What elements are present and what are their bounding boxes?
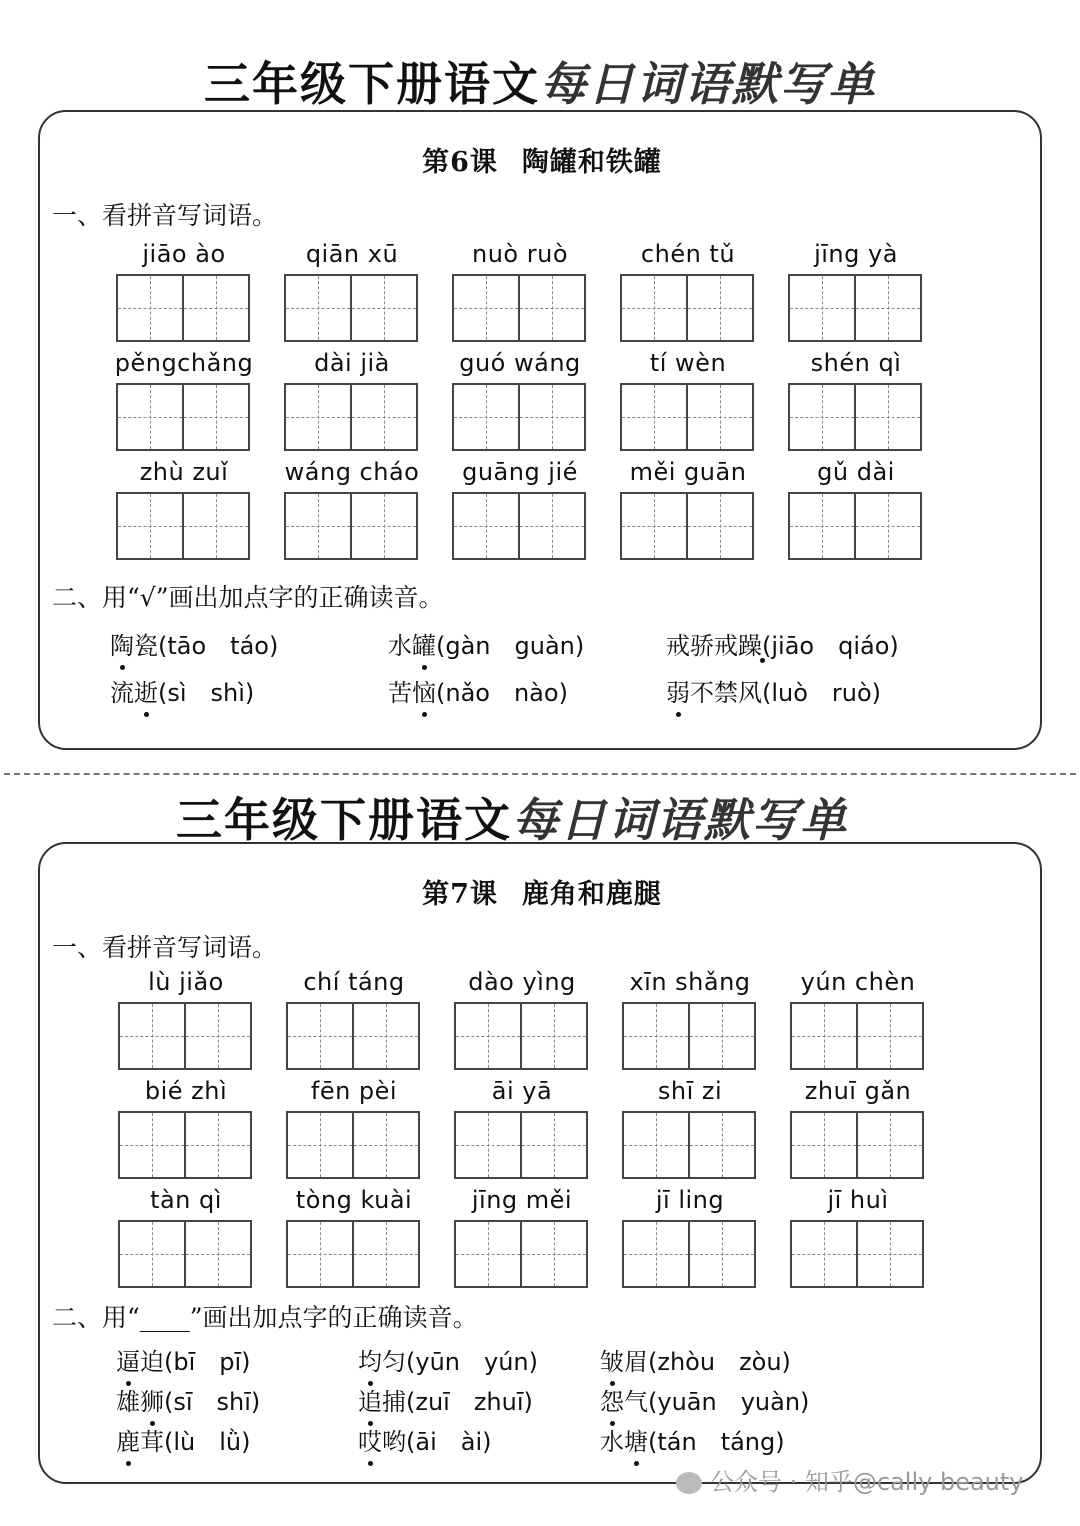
character-square[interactable] xyxy=(790,385,854,449)
word-part: 水 xyxy=(388,632,412,660)
word-part: 不禁风 xyxy=(690,679,762,707)
character-square[interactable] xyxy=(456,1004,520,1068)
word-part: 哟 xyxy=(382,1428,406,1456)
character-square[interactable] xyxy=(184,1004,250,1068)
pinyin-label: jiāo ào xyxy=(142,240,226,268)
reading-options[interactable]: (luò ruò) xyxy=(762,679,882,707)
character-square[interactable] xyxy=(454,276,518,340)
character-square[interactable] xyxy=(120,1222,184,1286)
character-square[interactable] xyxy=(118,385,182,449)
dotted-character: 罐 xyxy=(412,626,436,661)
tianzige-box[interactable] xyxy=(622,1220,756,1288)
tianzige-box[interactable] xyxy=(790,1220,924,1288)
pinyin-label: guāng jié xyxy=(462,458,578,486)
character-square[interactable] xyxy=(686,276,752,340)
pinyin-label: shén qì xyxy=(810,349,902,377)
character-square[interactable] xyxy=(856,1113,922,1177)
character-square[interactable] xyxy=(352,1004,418,1068)
pronunciation-item xyxy=(110,673,254,708)
pronunciation-item xyxy=(388,626,584,661)
dotted-character: 追 xyxy=(358,1382,382,1417)
character-square[interactable] xyxy=(622,385,686,449)
tianzige-box[interactable] xyxy=(790,1002,924,1070)
sheet-title-sub: 每日词语默写单 xyxy=(512,793,848,847)
pronunciation-item xyxy=(358,1342,538,1377)
pinyin-label: chí táng xyxy=(303,968,405,996)
tianzige-box[interactable] xyxy=(286,1220,420,1288)
pinyin-label: tí wèn xyxy=(649,349,727,377)
word-part: 眉 xyxy=(624,1348,648,1376)
lesson-number: 第7课 xyxy=(422,879,498,910)
word-part: 水 xyxy=(600,1428,624,1456)
pronunciation-item xyxy=(116,1382,260,1417)
worksheet-box xyxy=(38,110,1042,750)
pronunciation-item xyxy=(110,626,278,661)
cut-line xyxy=(4,773,1076,775)
tianzige-box[interactable] xyxy=(118,1111,252,1179)
character-square[interactable] xyxy=(792,1222,856,1286)
character-square[interactable] xyxy=(288,1113,352,1177)
word-part: 流 xyxy=(110,679,134,707)
tianzige-box[interactable] xyxy=(284,274,418,342)
pinyin-label: wáng cháo xyxy=(284,458,420,486)
character-square[interactable] xyxy=(288,1222,352,1286)
character-square[interactable] xyxy=(184,1113,250,1177)
character-square[interactable] xyxy=(624,1113,688,1177)
dotted-character: 逼 xyxy=(116,1342,140,1377)
reading-options[interactable]: (yuān yuàn) xyxy=(648,1388,810,1416)
character-square[interactable] xyxy=(688,1113,754,1177)
section-one-heading: 一、看拼音写词语。 xyxy=(52,201,278,230)
pinyin-label: dào yìng xyxy=(468,968,576,996)
character-square[interactable] xyxy=(352,1113,418,1177)
character-square[interactable] xyxy=(520,1222,586,1286)
word-part: 茸 xyxy=(140,1428,164,1456)
word-part: 气 xyxy=(624,1388,648,1416)
lesson-name: 陶罐和铁罐 xyxy=(521,147,662,178)
pinyin-label: āi yā xyxy=(491,1077,553,1105)
pinyin-label: zhù zuǐ xyxy=(139,458,229,486)
character-square[interactable] xyxy=(182,494,248,558)
tianzige-box[interactable] xyxy=(452,383,586,451)
dotted-character: 狮 xyxy=(140,1382,164,1417)
character-square[interactable] xyxy=(518,385,584,449)
character-square[interactable] xyxy=(352,1222,418,1286)
character-square[interactable] xyxy=(792,1004,856,1068)
sheet-title-main: 三年级下册语文 xyxy=(204,57,540,111)
pronunciation-item xyxy=(600,1382,809,1417)
character-square[interactable] xyxy=(118,494,182,558)
pronunciation-item xyxy=(358,1382,533,1417)
reading-options[interactable]: (tāo táo) xyxy=(158,632,279,660)
tianzige-box[interactable] xyxy=(116,492,250,560)
tianzige-box[interactable] xyxy=(790,1111,924,1179)
character-square[interactable] xyxy=(118,276,182,340)
lesson-number: 第6课 xyxy=(422,147,498,178)
pinyin-label: jī ling xyxy=(655,1186,725,1214)
character-square[interactable] xyxy=(520,1113,586,1177)
character-square[interactable] xyxy=(622,494,686,558)
character-square[interactable] xyxy=(854,494,920,558)
tianzige-box[interactable] xyxy=(452,492,586,560)
reading-options[interactable]: (tán táng) xyxy=(648,1428,785,1456)
section-two-heading: 二、用“____”画出加点字的正确读音。 xyxy=(52,1303,478,1332)
pinyin-label: shī zi xyxy=(657,1077,723,1105)
pinyin-label: bié zhì xyxy=(144,1077,228,1105)
character-square[interactable] xyxy=(518,494,584,558)
sheet-title-main: 三年级下册语文 xyxy=(176,793,512,847)
dotted-character: 皱 xyxy=(600,1342,624,1377)
pronunciation-item xyxy=(666,673,881,708)
dotted-character: 陶 xyxy=(110,626,134,661)
section-one-heading: 一、看拼音写词语。 xyxy=(52,933,278,962)
character-square[interactable] xyxy=(792,1113,856,1177)
pinyin-label: měi guān xyxy=(629,458,747,486)
character-square[interactable] xyxy=(520,1004,586,1068)
tianzige-box[interactable] xyxy=(620,274,754,342)
lesson-heading xyxy=(40,872,1044,911)
dotted-character: 鹿 xyxy=(116,1422,140,1457)
pinyin-label: jīng měi xyxy=(471,1186,573,1214)
character-square[interactable] xyxy=(622,276,686,340)
pronunciation-item xyxy=(666,626,899,661)
dotted-character: 逝 xyxy=(134,673,158,708)
tianzige-box[interactable] xyxy=(788,492,922,560)
reading-options[interactable]: (gàn guàn) xyxy=(436,632,585,660)
tianzige-box[interactable] xyxy=(116,383,250,451)
character-square[interactable] xyxy=(854,385,920,449)
tianzige-box[interactable] xyxy=(788,383,922,451)
character-square[interactable] xyxy=(456,1113,520,1177)
character-square[interactable] xyxy=(120,1004,184,1068)
sheet-title-sub: 每日词语默写单 xyxy=(540,57,876,111)
tianzige-box[interactable] xyxy=(286,1111,420,1179)
tianzige-box[interactable] xyxy=(116,274,250,342)
pinyin-label: pěngchǎng xyxy=(114,349,254,377)
word-part: 戒骄戒躁 xyxy=(666,632,762,660)
pronunciation-item xyxy=(358,1422,491,1457)
reading-options[interactable]: (lù lǜ) xyxy=(164,1428,251,1456)
character-square[interactable] xyxy=(688,1222,754,1286)
tianzige-box[interactable] xyxy=(788,274,922,342)
section-two-heading: 二、用“√”画出加点字的正确读音。 xyxy=(52,583,444,612)
lesson-heading xyxy=(40,140,1044,179)
pinyin-label: dài jià xyxy=(314,349,390,377)
reading-options[interactable]: (yūn yún) xyxy=(406,1348,538,1376)
pronunciation-item xyxy=(600,1422,785,1457)
tianzige-box[interactable] xyxy=(454,1111,588,1179)
character-square[interactable] xyxy=(454,385,518,449)
reading-options[interactable]: (zuī zhuī) xyxy=(406,1388,533,1416)
word-part: 匀 xyxy=(382,1348,406,1376)
character-square[interactable] xyxy=(184,1222,250,1286)
tianzige-box[interactable] xyxy=(118,1002,252,1070)
pinyin-label: jīng yà xyxy=(814,240,898,268)
sheet-title xyxy=(0,784,1052,850)
character-square[interactable] xyxy=(518,276,584,340)
tianzige-box[interactable] xyxy=(286,1002,420,1070)
character-square[interactable] xyxy=(456,1222,520,1286)
pronunciation-item xyxy=(116,1342,251,1377)
watermark-text: 公众号 · 知乎@cally beauty xyxy=(710,1468,1024,1496)
character-square[interactable] xyxy=(350,276,416,340)
pinyin-label: fēn pèi xyxy=(310,1077,398,1105)
character-square[interactable] xyxy=(856,1222,922,1286)
character-square[interactable] xyxy=(286,276,350,340)
lesson-name: 鹿角和鹿腿 xyxy=(521,879,662,910)
tianzige-box[interactable] xyxy=(620,492,754,560)
reading-options[interactable]: (nǎo nào) xyxy=(436,679,568,707)
tianzige-box[interactable] xyxy=(454,1220,588,1288)
pinyin-label: chén tǔ xyxy=(640,240,736,268)
character-square[interactable] xyxy=(120,1113,184,1177)
pinyin-label: tòng kuài xyxy=(295,1186,413,1214)
character-square[interactable] xyxy=(686,385,752,449)
pronunciation-item xyxy=(388,673,568,708)
tianzige-box[interactable] xyxy=(622,1111,756,1179)
pinyin-label: jī huì xyxy=(827,1186,889,1214)
reading-options[interactable]: (sì shì) xyxy=(158,679,255,707)
word-part: 苦 xyxy=(388,679,412,707)
character-square[interactable] xyxy=(350,385,416,449)
word-part: 瓷 xyxy=(134,632,158,660)
character-square[interactable] xyxy=(350,494,416,558)
worksheet-box xyxy=(38,842,1042,1484)
dotted-character: 怨 xyxy=(600,1382,624,1417)
tianzige-box[interactable] xyxy=(284,383,418,451)
word-part: 雄 xyxy=(116,1388,140,1416)
dotted-character: 弱 xyxy=(666,673,690,708)
dotted-character: 均 xyxy=(358,1342,382,1377)
reading-options[interactable]: (sī shī) xyxy=(164,1388,261,1416)
tianzige-box[interactable] xyxy=(620,383,754,451)
character-square[interactable] xyxy=(454,494,518,558)
tianzige-box[interactable] xyxy=(284,492,418,560)
character-square[interactable] xyxy=(288,1004,352,1068)
tianzige-box[interactable] xyxy=(452,274,586,342)
tianzige-box[interactable] xyxy=(622,1002,756,1070)
character-square[interactable] xyxy=(624,1004,688,1068)
character-square[interactable] xyxy=(790,276,854,340)
pronunciation-item xyxy=(116,1422,250,1457)
pronunciation-item xyxy=(600,1342,791,1377)
pinyin-label: lù jiǎo xyxy=(148,968,224,996)
pinyin-label: guó wáng xyxy=(459,349,581,377)
tianzige-box[interactable] xyxy=(454,1002,588,1070)
dotted-character: 塘 xyxy=(624,1422,648,1457)
character-square[interactable] xyxy=(790,494,854,558)
character-square[interactable] xyxy=(624,1222,688,1286)
dotted-character: 恼 xyxy=(412,673,436,708)
character-square[interactable] xyxy=(182,276,248,340)
pinyin-label: gǔ dài xyxy=(817,458,895,486)
dotted-character: 哎 xyxy=(358,1422,382,1457)
word-part: 捕 xyxy=(382,1388,406,1416)
reading-options[interactable]: (zhòu zòu) xyxy=(648,1348,791,1376)
pinyin-label: zhuī gǎn xyxy=(804,1077,912,1105)
character-square[interactable] xyxy=(854,276,920,340)
character-square[interactable] xyxy=(686,494,752,558)
reading-options[interactable]: (āi ài) xyxy=(406,1428,492,1456)
character-square[interactable] xyxy=(286,385,350,449)
wechat-icon xyxy=(676,1472,702,1494)
sheet-title xyxy=(0,48,1080,114)
character-square[interactable] xyxy=(856,1004,922,1068)
reading-options[interactable]: (jiāo qiáo) xyxy=(762,632,899,660)
character-square[interactable] xyxy=(688,1004,754,1068)
character-square[interactable] xyxy=(182,385,248,449)
pinyin-label: nuò ruò xyxy=(472,240,568,268)
pinyin-label: yún chèn xyxy=(800,968,916,996)
pinyin-label: qiān xū xyxy=(305,240,399,268)
tianzige-box[interactable] xyxy=(118,1220,252,1288)
reading-options[interactable]: (bī pī) xyxy=(164,1348,251,1376)
character-square[interactable] xyxy=(286,494,350,558)
word-part: 迫 xyxy=(140,1348,164,1376)
pinyin-label: tàn qì xyxy=(150,1186,222,1214)
pinyin-label: xīn shǎng xyxy=(629,968,751,996)
watermark xyxy=(676,1462,1024,1497)
